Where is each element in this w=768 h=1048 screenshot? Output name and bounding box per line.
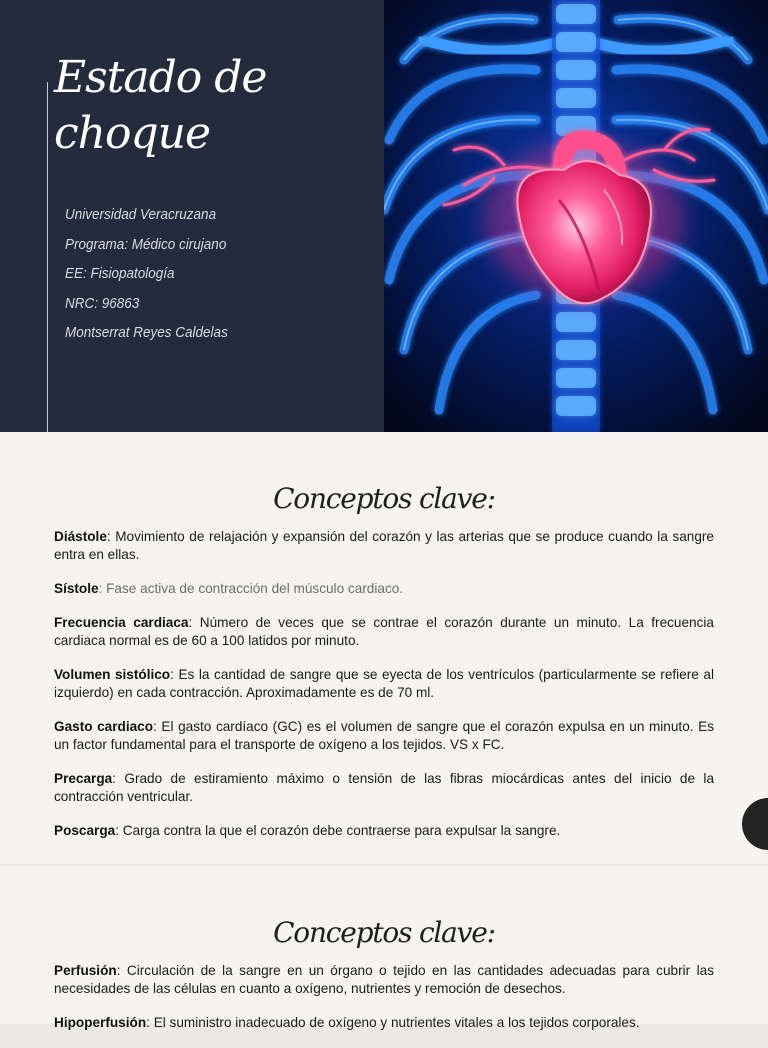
concept-term: Perfusión bbox=[54, 963, 117, 978]
concept-term: Diástole bbox=[54, 529, 107, 544]
concept-term: Poscarga bbox=[54, 823, 116, 838]
info-program: Programa: Médico cirujano bbox=[65, 235, 227, 253]
concept-term: Precarga bbox=[54, 771, 113, 786]
concept-list bbox=[54, 528, 714, 856]
key-concepts-slide-2 bbox=[0, 866, 768, 1030]
concept-item bbox=[54, 822, 714, 840]
concept-definition: : Número de veces que se contrae el corazón durante un minuto. La frecuencia cardiaca normal es de 60 a 100 latidos por minuto. bbox=[54, 615, 714, 648]
cover-info-list bbox=[65, 200, 246, 348]
concept-term: Volumen sistólico bbox=[54, 667, 171, 682]
info-author: Montserrat Reyes Caldelas bbox=[65, 324, 228, 341]
cover-text-panel bbox=[0, 0, 384, 432]
slide-heading: Conceptos clave: bbox=[273, 916, 495, 949]
concept-list bbox=[54, 962, 714, 1048]
heart-xray-image bbox=[384, 0, 768, 432]
concept-term: Sístole bbox=[54, 581, 99, 596]
concept-item bbox=[54, 962, 714, 998]
concept-definition: : Movimiento de relajación y expansión del corazón y las arterias que se produce cuando la sangre entra en ellas. bbox=[54, 529, 714, 562]
concept-definition: : Grado de estiramiento máximo o tensión de las fibras miocárdicas antes del inicio de la contracción ventricular. bbox=[54, 771, 714, 804]
info-university: Universidad Veracruzana bbox=[65, 206, 217, 223]
concept-definition: : El gasto cardíaco (GC) es el volumen de sangre que el corazón expulsa en un minuto. Es un factor fundamental para el transporte de oxígeno a los tejidos. VS x FC. bbox=[54, 719, 715, 752]
info-course: EE: Fisiopatología bbox=[65, 265, 175, 282]
concept-item bbox=[54, 666, 714, 702]
concept-item bbox=[54, 718, 714, 754]
concept-definition: : Carga contra la que el corazón debe contraerse para expulsar la sangre. bbox=[115, 823, 561, 838]
heart-ribcage-icon bbox=[384, 0, 768, 432]
concept-definition: : El suministro inadecuado de oxígeno y nutrientes vitales a los tejidos corporales. bbox=[146, 1015, 640, 1030]
cover-slide bbox=[0, 0, 768, 432]
info-nrc: NRC: 96863 bbox=[65, 294, 140, 312]
concept-item bbox=[54, 770, 714, 806]
concept-item bbox=[54, 614, 714, 650]
concept-term: Gasto cardiaco bbox=[54, 719, 154, 734]
concept-term: Hipoperfusión bbox=[54, 1015, 147, 1030]
concept-definition: : Es la cantidad de sangre que se eyecta de los ventrículos (particularmente se refiere al izquierdo) en cada contracción. Aproximadamente es de 70 ml. bbox=[54, 667, 714, 700]
concept-term: Frecuencia cardiaca bbox=[54, 615, 189, 630]
concept-item bbox=[54, 580, 714, 598]
key-concepts-slide-1 bbox=[0, 432, 768, 864]
concept-item bbox=[54, 528, 714, 564]
concept-definition: : Fase activa de contracción del músculo cardiaco. bbox=[98, 581, 404, 596]
concept-item bbox=[54, 1014, 714, 1032]
concept-definition: : Circulación de la sangre en un órgano o tejido en las cantidades adecuadas para cubrir las necesidades de las células en cuanto a oxígeno, nutrientes y remoción de desechos. bbox=[54, 963, 714, 996]
cover-title: Estado de choque bbox=[54, 52, 267, 159]
cover-divider-line bbox=[47, 82, 48, 432]
slide-heading: Conceptos clave: bbox=[273, 482, 495, 515]
